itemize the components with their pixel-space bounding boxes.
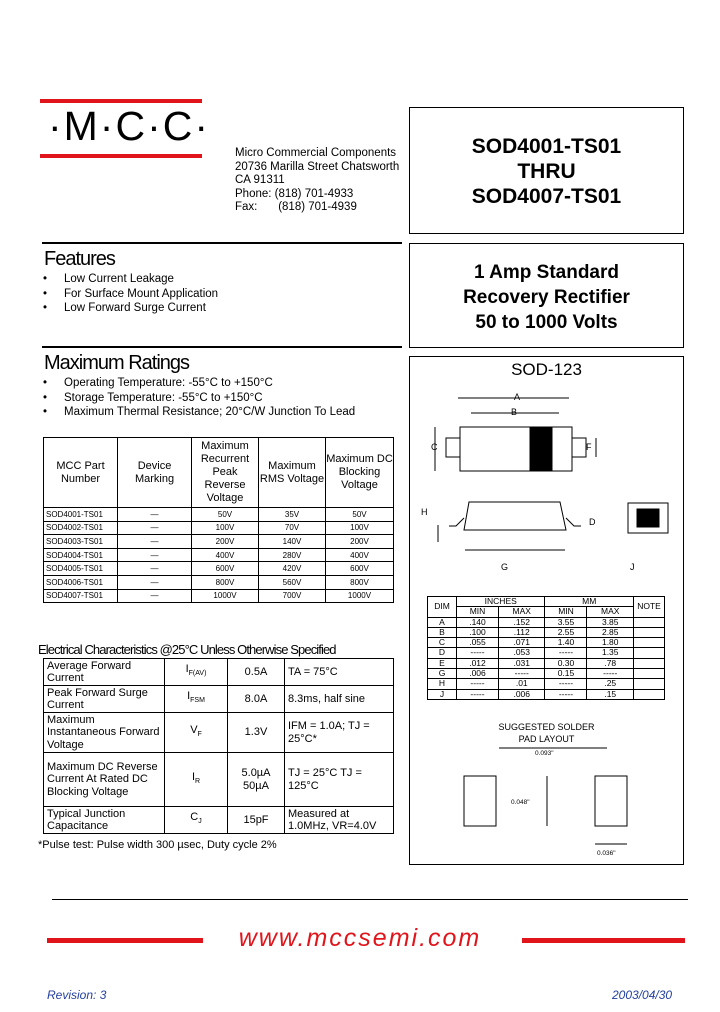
- side-view: [438, 502, 581, 550]
- part-title-box: [409, 107, 684, 234]
- features-rule: [42, 242, 402, 244]
- table-cell: J: [428, 689, 457, 699]
- subtitle-box: [409, 243, 684, 348]
- table-cell: SOD4001-TS01: [44, 508, 118, 522]
- table-cell: 560V: [259, 575, 326, 589]
- table-row: [428, 648, 665, 658]
- side-lead-left: [449, 518, 464, 526]
- table-cell: -----: [587, 669, 634, 679]
- ratings-rule: [42, 346, 402, 348]
- symbol: I: [187, 690, 191, 703]
- table-cell: H: [428, 679, 457, 689]
- list-item: • Maximum Thermal Resistance; 20°C/W Junction To Lead: [43, 405, 355, 420]
- table-cell: 800V: [326, 575, 394, 589]
- table-cell: 1.40: [545, 638, 587, 648]
- logo-bottom-bar: [40, 154, 202, 158]
- website-url[interactable]: www.mccsemi.com: [238, 924, 482, 952]
- table-cell: .006: [499, 689, 545, 699]
- table-cell: SOD4005-TS01: [44, 562, 118, 576]
- table-row: [44, 548, 394, 562]
- table-row: [44, 713, 394, 753]
- table-cell: SOD4004-TS01: [44, 548, 118, 562]
- ratings-heading: Maximum Ratings: [44, 352, 190, 374]
- table-cell: —: [118, 575, 192, 589]
- note-header: NOTE: [634, 597, 665, 618]
- inches-header: INCHES: [457, 597, 545, 607]
- symbol-cell: [165, 807, 228, 834]
- table-cell: -----: [457, 648, 499, 658]
- revision: Revision: 3: [47, 988, 107, 1002]
- symbol-cell: [165, 753, 228, 807]
- col-header: MCC Part Number: [44, 438, 118, 508]
- table-row: [44, 589, 394, 603]
- table-cell: 800V: [192, 575, 259, 589]
- table-cell: G: [428, 669, 457, 679]
- ratings-table: [43, 437, 394, 603]
- table-cell: [634, 638, 665, 648]
- table-cell: 0.30: [545, 658, 587, 668]
- list-item: • Storage Temperature: -55°C to +150°C: [43, 391, 355, 406]
- param-cell: Typical Junction Capacitance: [44, 807, 165, 834]
- table-row: [44, 807, 394, 834]
- table-cell: .140: [457, 617, 499, 627]
- elec-table: [43, 658, 394, 834]
- table-cell: 3.55: [545, 617, 587, 627]
- table-cell: 1.80: [587, 638, 634, 648]
- subtitle-line1: 1 Amp Standard: [474, 262, 619, 283]
- table-cell: 2.55: [545, 627, 587, 637]
- table-cell: .112: [499, 627, 545, 637]
- table-row: [44, 521, 394, 535]
- table-cell: E: [428, 658, 457, 668]
- symbol-subscript: FSM: [190, 697, 205, 705]
- table-cell: 700V: [259, 589, 326, 603]
- param-cell: Maximum Instantaneous Forward Voltage: [44, 713, 165, 753]
- table-cell: —: [118, 548, 192, 562]
- table-row: [44, 753, 394, 807]
- package-name: SOD-123: [511, 360, 582, 379]
- condition-cell: TJ = 25°C TJ = 125°C: [285, 753, 394, 807]
- ratings-list: [43, 376, 355, 420]
- table-cell: -----: [545, 689, 587, 699]
- value-cell: 8.0A: [228, 686, 285, 713]
- symbol-cell: [165, 686, 228, 713]
- label-h: H: [421, 507, 428, 517]
- table-cell: 2.85: [587, 627, 634, 637]
- table-cell: .055: [457, 638, 499, 648]
- symbol-subscript: F(AV): [188, 670, 207, 678]
- label-d: D: [589, 517, 596, 527]
- body-outline: [460, 427, 572, 471]
- table-cell: -----: [457, 679, 499, 689]
- package-drawing: [409, 380, 684, 580]
- label-j: J: [630, 562, 635, 572]
- table-cell: 400V: [326, 548, 394, 562]
- value-cell: 0.5A: [228, 659, 285, 686]
- date: 2003/04/30: [612, 988, 673, 1002]
- table-row: [44, 686, 394, 713]
- label-c: C: [431, 442, 438, 452]
- table-cell: 400V: [192, 548, 259, 562]
- symbol: I: [185, 663, 189, 676]
- company-address: [235, 147, 399, 215]
- company-street: 20736 Marilla Street Chatsworth: [235, 160, 400, 173]
- pulse-note: *Pulse test: Pulse width 300 µsec, Duty cycle 2%: [38, 839, 277, 851]
- param-cell: Peak Forward Surge Current: [44, 686, 165, 713]
- symbol-cell: [165, 659, 228, 686]
- table-cell: 200V: [326, 535, 394, 549]
- symbol-subscript: R: [195, 777, 201, 785]
- end-view: [628, 503, 668, 533]
- table-cell: —: [118, 508, 192, 522]
- table-cell: -----: [457, 689, 499, 699]
- list-item: • Low Forward Surge Current: [43, 301, 218, 316]
- table-cell: 600V: [326, 562, 394, 576]
- symbol: I: [191, 770, 195, 783]
- table-cell: SOD4003-TS01: [44, 535, 118, 549]
- col-header: Maximum RMS Voltage: [259, 438, 326, 508]
- subtitle-line3: 50 to 1000 Volts: [475, 312, 618, 333]
- table-cell: D: [428, 648, 457, 658]
- table-cell: 35V: [259, 508, 326, 522]
- table-cell: A: [428, 617, 457, 627]
- table-cell: [634, 648, 665, 658]
- solder-dim2: 0.048": [511, 799, 530, 806]
- dimension-table: [427, 596, 665, 700]
- list-item: • Operating Temperature: -55°C to +150°C: [43, 376, 355, 391]
- company-city: CA 91311: [235, 174, 285, 186]
- solder-title-line1: SUGGESTED SOLDER: [498, 722, 595, 732]
- table-row: [44, 562, 394, 576]
- end-body: [637, 509, 659, 527]
- table-cell: —: [118, 535, 192, 549]
- min-header: MIN: [457, 607, 499, 617]
- list-item: • Low Current Leakage: [43, 272, 218, 287]
- col-header: Maximum DC Blocking Voltage: [326, 438, 394, 508]
- list-item: • For Surface Mount Application: [43, 287, 218, 302]
- label-g: G: [501, 562, 509, 572]
- table-cell: 0.15: [545, 669, 587, 679]
- table-cell: SOD4002-TS01: [44, 521, 118, 535]
- table-cell: 420V: [259, 562, 326, 576]
- table-row: [428, 617, 665, 627]
- table-cell: SOD4007-TS01: [44, 589, 118, 603]
- elec-heading: Electrical Characteristics @25°C Unless Otherwise Specified: [38, 642, 336, 657]
- part-title-line3: SOD4007-TS01: [471, 185, 622, 208]
- label-a: A: [514, 392, 521, 402]
- symbol: V: [190, 723, 198, 736]
- condition-cell: 8.3ms, half sine: [285, 686, 394, 713]
- table-cell: 1000V: [192, 589, 259, 603]
- condition-cell: IFM = 1.0A; TJ = 25°C*: [285, 713, 394, 753]
- solder-title-line2: PAD LAYOUT: [518, 734, 575, 744]
- value-cell: 5.0µA 50µA: [228, 753, 285, 807]
- table-cell: .012: [457, 658, 499, 668]
- table-row: [428, 689, 665, 699]
- table-cell: [634, 658, 665, 668]
- table-cell: —: [118, 562, 192, 576]
- table-cell: C: [428, 638, 457, 648]
- lead-left: [446, 438, 460, 457]
- max-header: MAX: [587, 607, 634, 617]
- side-lead-right: [566, 518, 581, 526]
- part-title-line2: THRU: [517, 160, 576, 183]
- cathode-band: [530, 427, 552, 471]
- mcc-logo: ·M·C·C·: [48, 103, 210, 149]
- table-cell: [634, 617, 665, 627]
- solder-dim1: 0.093": [535, 750, 554, 757]
- table-cell: .006: [457, 669, 499, 679]
- col-header: Maximum Recurrent Peak Reverse Voltage: [192, 438, 259, 508]
- table-cell: B: [428, 627, 457, 637]
- fax-number: (818) 701-4939: [278, 201, 357, 213]
- table-cell: 600V: [192, 562, 259, 576]
- table-cell: [634, 689, 665, 699]
- table-cell: 140V: [259, 535, 326, 549]
- symbol-cell: [165, 713, 228, 753]
- table-row: [44, 508, 394, 522]
- table-row: [428, 669, 665, 679]
- pad-left: [464, 776, 496, 826]
- min-header: MIN: [545, 607, 587, 617]
- table-row: [44, 535, 394, 549]
- table-cell: .15: [587, 689, 634, 699]
- table-cell: 50V: [326, 508, 394, 522]
- dim-header: DIM: [428, 597, 457, 618]
- solder-dim3: 0.036": [597, 850, 616, 857]
- table-cell: .031: [499, 658, 545, 668]
- table-cell: 100V: [326, 521, 394, 535]
- features-heading: Features: [44, 248, 115, 270]
- table-cell: -----: [545, 648, 587, 658]
- table-row: [428, 638, 665, 648]
- symbol-subscript: F: [197, 730, 202, 738]
- table-cell: 200V: [192, 535, 259, 549]
- table-cell: [634, 627, 665, 637]
- side-body: [464, 502, 566, 530]
- table-cell: .071: [499, 638, 545, 648]
- max-header: MAX: [499, 607, 545, 617]
- table-cell: 1000V: [326, 589, 394, 603]
- condition-cell: TA = 75°C: [285, 659, 394, 686]
- table-row: [428, 679, 665, 689]
- table-cell: 50V: [192, 508, 259, 522]
- table-cell: 3.85: [587, 617, 634, 627]
- subtitle-line2: Recovery Rectifier: [463, 287, 630, 308]
- table-cell: [634, 679, 665, 689]
- col-header: Device Marking: [118, 438, 192, 508]
- table-row: [428, 627, 665, 637]
- table-row: [44, 659, 394, 686]
- phone-label: Phone:: [235, 187, 272, 200]
- symbol-subscript: J: [198, 818, 202, 826]
- table-cell: .053: [499, 648, 545, 658]
- mm-header: MM: [545, 597, 634, 607]
- condition-cell: Measured at 1.0MHz, VR=4.0V: [285, 807, 394, 834]
- table-row: [428, 658, 665, 668]
- label-b: B: [511, 407, 518, 417]
- table-cell: -----: [499, 669, 545, 679]
- solder-pad-drawing: [409, 740, 684, 860]
- features-list: [43, 272, 218, 316]
- table-cell: 100V: [192, 521, 259, 535]
- table-cell: SOD4006-TS01: [44, 575, 118, 589]
- value-cell: 1.3V: [228, 713, 285, 753]
- table-cell: 280V: [259, 548, 326, 562]
- symbol: C: [190, 811, 199, 824]
- part-title-line1: SOD4001-TS01: [471, 135, 622, 158]
- value-cell: 15pF: [228, 807, 285, 834]
- table-cell: .25: [587, 679, 634, 689]
- table-cell: .01: [499, 679, 545, 689]
- table-cell: .78: [587, 658, 634, 668]
- table-cell: —: [118, 521, 192, 535]
- company-name: Micro Commercial Components: [235, 147, 397, 159]
- label-f: F: [586, 442, 592, 452]
- table-cell: —: [118, 589, 192, 603]
- table-row: [44, 575, 394, 589]
- table-cell: 1.35: [587, 648, 634, 658]
- param-cell: Average Forward Current: [44, 659, 165, 686]
- footer-rule: [52, 899, 688, 900]
- fax-label: Fax:: [235, 201, 258, 213]
- phone-number: (818) 701-4933: [274, 187, 354, 200]
- table-cell: .100: [457, 627, 499, 637]
- pad-right: [595, 776, 627, 826]
- table-cell: .152: [499, 617, 545, 627]
- table-cell: -----: [545, 679, 587, 689]
- table-cell: 70V: [259, 521, 326, 535]
- lead-right: [572, 438, 586, 457]
- param-cell: Maximum DC Reverse Current At Rated DC Blocking Voltage: [44, 753, 165, 807]
- table-cell: [634, 669, 665, 679]
